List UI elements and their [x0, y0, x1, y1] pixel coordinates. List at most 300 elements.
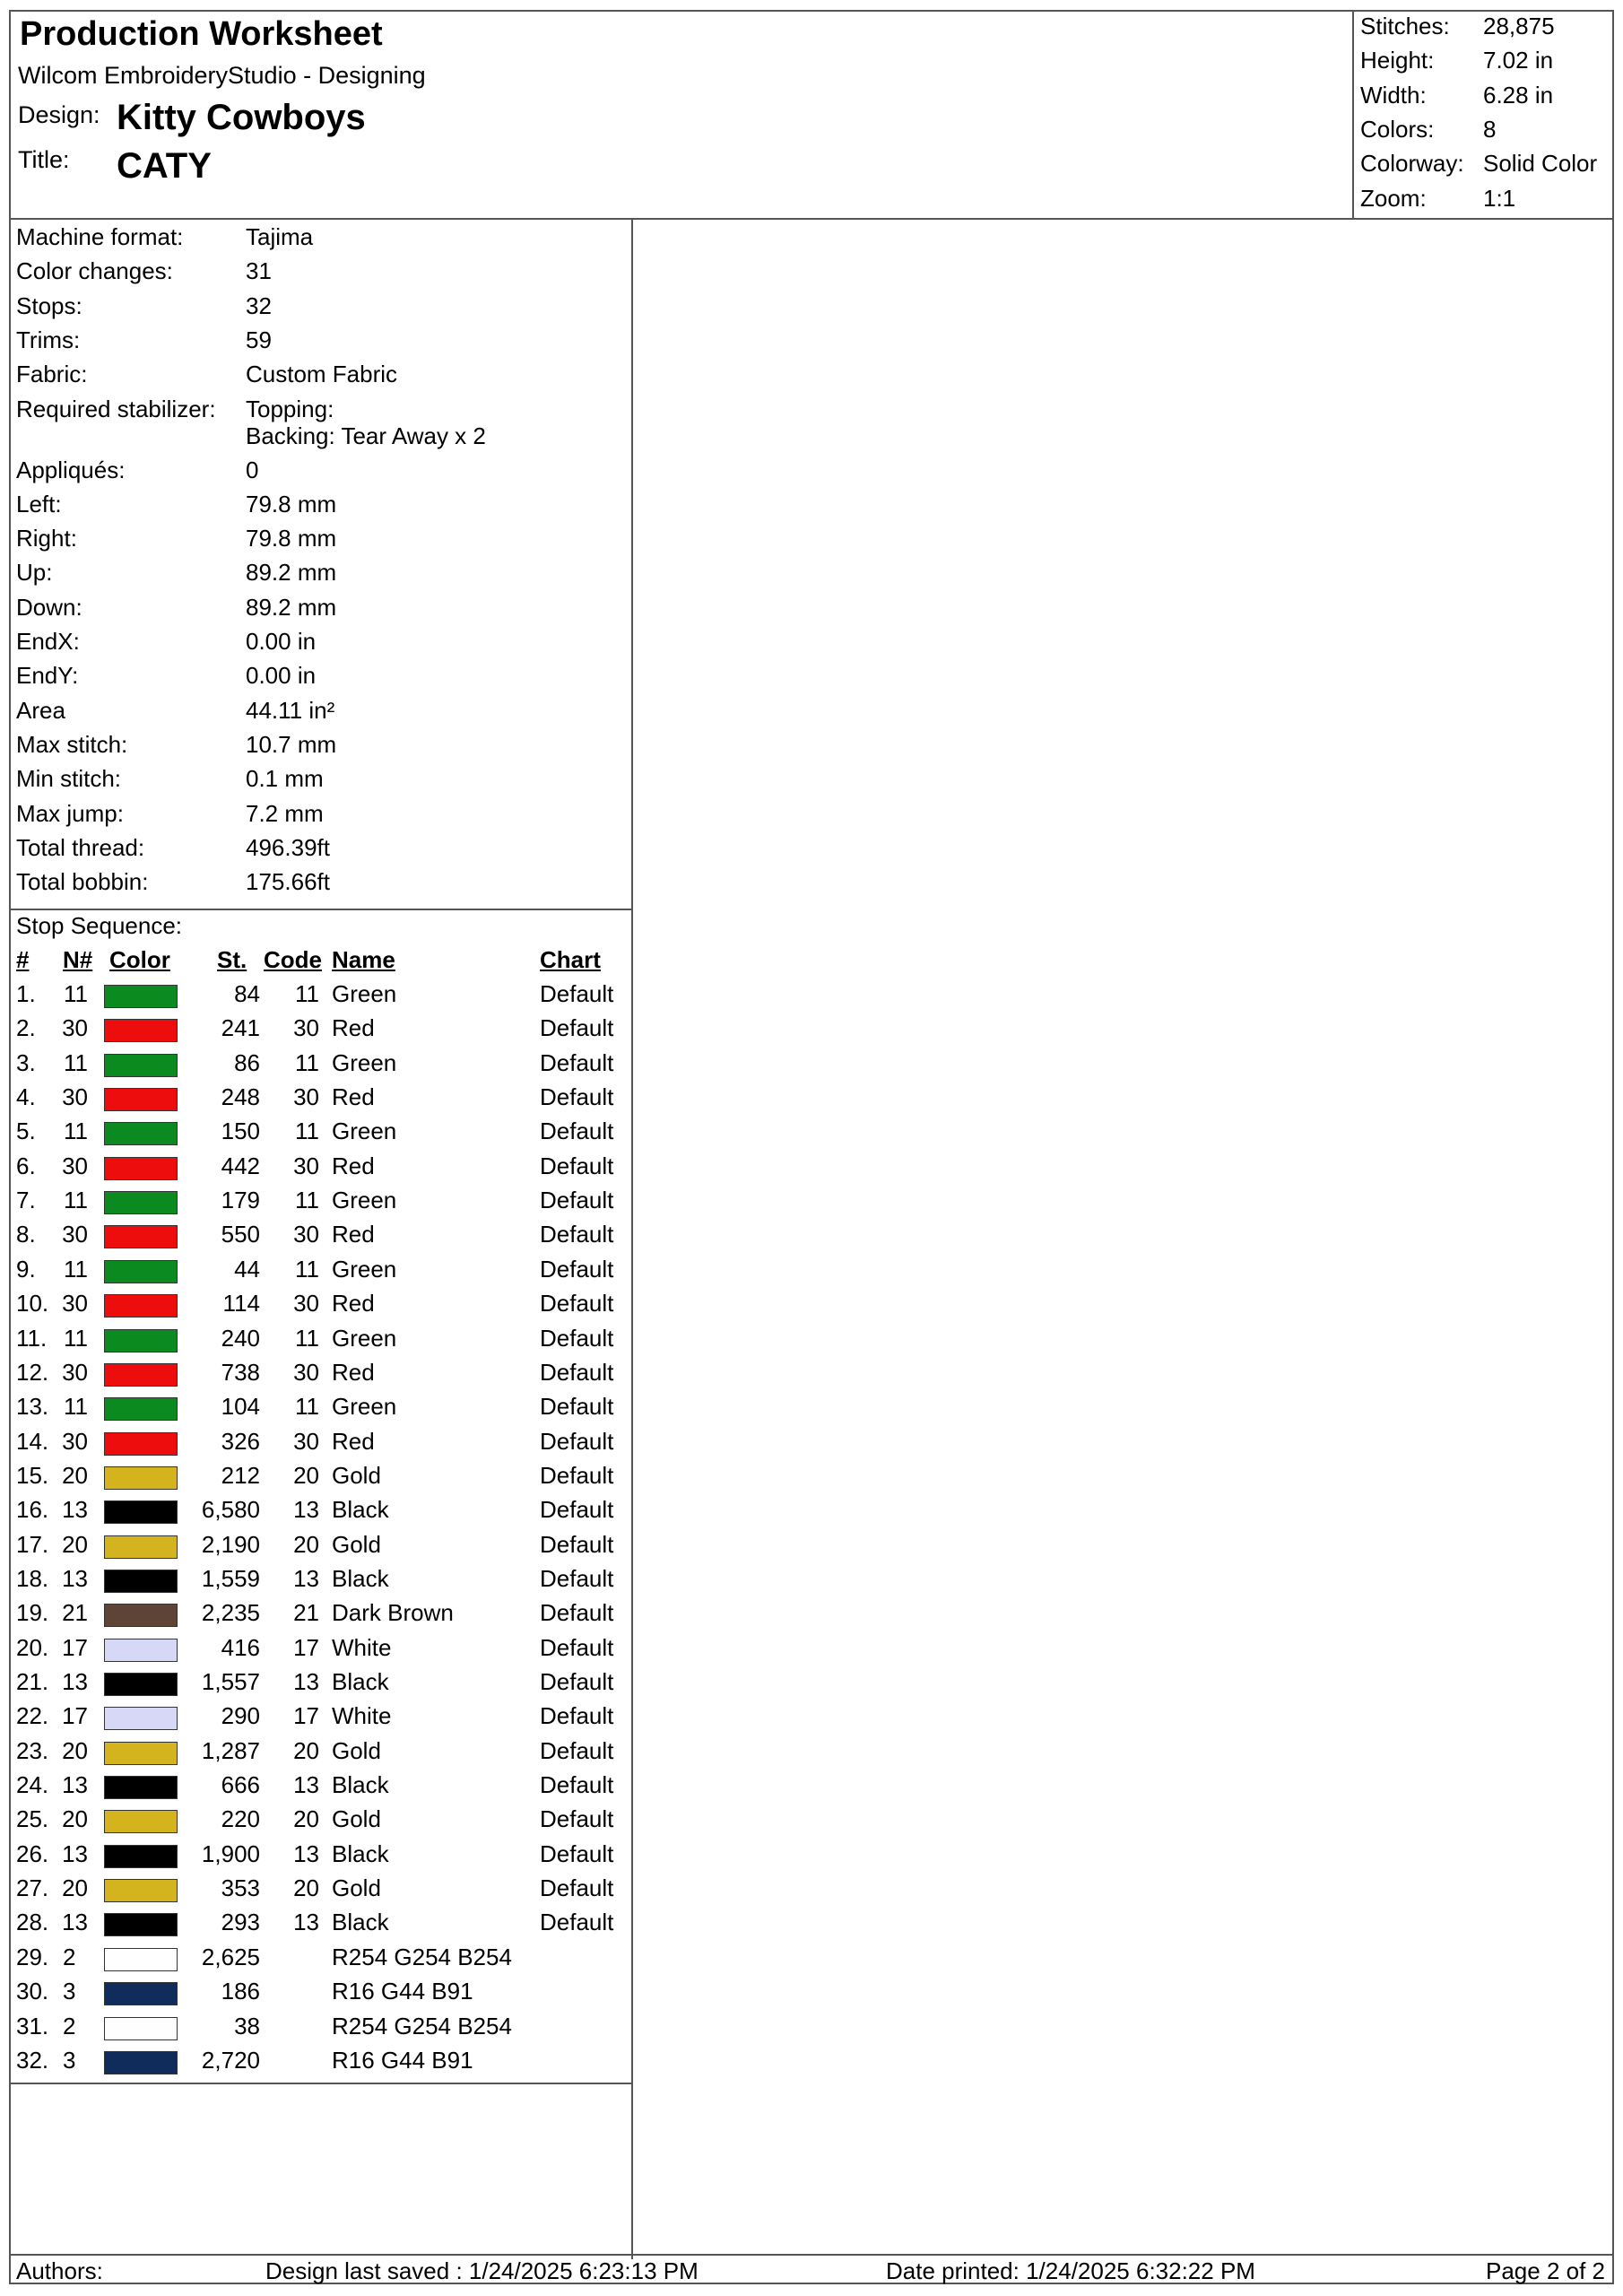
thread-code: 20: [293, 1874, 319, 1902]
thread-name: R254 G254 B254: [332, 2012, 512, 2039]
needle-number: 2: [63, 2012, 76, 2039]
info-row: [11, 727, 629, 761]
thread-code: 30: [293, 1290, 319, 1318]
stop-row: [11, 1668, 629, 1702]
stop-number: 24.: [16, 1771, 49, 1799]
date-printed: Date printed: 1/24/2025 6:32:22 PM: [886, 2257, 1255, 2284]
stop-number: 20.: [16, 1633, 49, 1661]
stop-number: 4.: [16, 1083, 36, 1111]
needle-number: 30: [62, 1083, 88, 1111]
color-swatch: [104, 2017, 178, 2040]
stop-number: 26.: [16, 1839, 49, 1867]
stop-row: [11, 1083, 629, 1118]
stitch-count: 738: [221, 1358, 260, 1386]
summary-row: [1354, 82, 1614, 116]
divider: [11, 909, 631, 910]
stitch-count: 186: [221, 1978, 260, 2005]
stop-row: [11, 1325, 629, 1359]
thread-chart: Default: [540, 1805, 614, 1833]
info-row: [11, 521, 629, 555]
stop-number: 25.: [16, 1805, 49, 1833]
thread-code: 20: [293, 1736, 319, 1764]
stop-row: [11, 1462, 629, 1496]
info-label: Appliqués:: [16, 456, 126, 483]
thread-chart: Default: [540, 1118, 614, 1145]
thread-code: 11: [295, 1048, 319, 1076]
color-swatch: [104, 985, 178, 1008]
divider: [11, 2083, 631, 2084]
stitch-count: 1,900: [201, 1839, 260, 1867]
stop-sequence-title: Stop Sequence:: [16, 912, 183, 939]
thread-name: Black: [332, 1839, 389, 1867]
stitch-count: 550: [221, 1221, 260, 1248]
summary-label: Height:: [1360, 47, 1435, 74]
stitch-count: 86: [234, 1048, 260, 1076]
info-row: [11, 796, 629, 831]
info-value: Tajima: [246, 223, 314, 250]
thread-code: 13: [293, 1839, 319, 1867]
stitch-count: 220: [221, 1805, 260, 1833]
color-swatch: [104, 1982, 178, 2005]
needle-number: 30: [62, 1014, 88, 1042]
column-header-chart: Chart: [540, 946, 601, 973]
authors-label: Authors:: [16, 2257, 103, 2284]
thread-name: Green: [332, 1393, 397, 1421]
needle-number: 30: [62, 1358, 88, 1386]
needle-number: 11: [64, 980, 88, 1007]
thread-chart: Default: [540, 1393, 614, 1421]
worksheet-header: [11, 12, 1612, 220]
stop-number: 17.: [16, 1530, 49, 1558]
info-value: 0.1 mm: [246, 765, 324, 793]
stop-number: 12.: [16, 1358, 49, 1386]
needle-number: 13: [62, 1564, 88, 1592]
info-row: [11, 865, 629, 899]
thread-code: 11: [295, 1255, 319, 1283]
stop-number: 19.: [16, 1599, 49, 1627]
stop-row: [11, 1565, 629, 1599]
stop-number: 2.: [16, 1014, 36, 1042]
thread-chart: Default: [540, 1048, 614, 1076]
thread-chart: Default: [540, 1152, 614, 1179]
stitch-count: 38: [234, 2012, 260, 2039]
summary-value: Solid Color: [1483, 150, 1598, 178]
summary-row: [1354, 116, 1614, 150]
thread-name: Red: [332, 1152, 375, 1179]
needle-number: 21: [62, 1599, 88, 1627]
info-label: Left:: [16, 490, 62, 517]
info-label: Trims:: [16, 326, 81, 353]
stop-number: 16.: [16, 1496, 49, 1524]
stitch-count: 150: [221, 1118, 260, 1145]
info-row: [11, 254, 629, 288]
color-swatch: [104, 1845, 178, 1868]
stop-row: [11, 2013, 629, 2047]
thread-code: 30: [293, 1427, 319, 1455]
thread-chart: Default: [540, 1909, 614, 1936]
info-value: 7.2 mm: [246, 799, 324, 827]
thread-code: 13: [293, 1909, 319, 1936]
thread-code: 13: [293, 1668, 319, 1695]
stop-row: [11, 1737, 629, 1771]
title-label: Title:: [18, 146, 70, 173]
info-row: [11, 323, 629, 357]
color-swatch: [104, 1500, 178, 1524]
thread-name: Black: [332, 1564, 389, 1592]
info-value: 496.39ft: [246, 833, 330, 861]
summary-row: [1354, 150, 1614, 184]
summary-label: Zoom:: [1360, 184, 1427, 212]
info-label: Fabric:: [16, 361, 88, 388]
thread-code: 21: [293, 1599, 319, 1627]
thread-code: 17: [293, 1702, 319, 1730]
thread-code: 30: [293, 1221, 319, 1248]
stop-number: 22.: [16, 1702, 49, 1730]
thread-name: Dark Brown: [332, 1599, 454, 1627]
stop-row: [11, 1359, 629, 1393]
stop-number: 11.: [16, 1324, 48, 1352]
summary-label: Colors:: [1360, 115, 1435, 143]
color-swatch: [104, 1329, 178, 1352]
thread-name: Gold: [332, 1736, 381, 1764]
needle-number: 13: [62, 1771, 88, 1799]
production-worksheet: [9, 10, 1614, 2284]
thread-name: R254 G254 B254: [332, 1943, 512, 1970]
thread-name: Green: [332, 1118, 397, 1145]
info-label: Color changes:: [16, 257, 173, 285]
color-swatch: [104, 1157, 178, 1180]
stop-row: [11, 1496, 629, 1530]
thread-name: Black: [332, 1668, 389, 1695]
info-label: Down:: [16, 593, 82, 621]
info-label: Min stitch:: [16, 765, 122, 793]
stitch-count: 248: [221, 1083, 260, 1111]
stitch-count: 2,235: [201, 1599, 260, 1627]
stitch-count: 1,559: [201, 1564, 260, 1592]
info-value: 44.11 in²: [246, 696, 335, 724]
stitch-count: 212: [221, 1461, 260, 1489]
thread-name: White: [332, 1633, 392, 1661]
color-swatch: [104, 1535, 178, 1559]
stop-row: [11, 1978, 629, 2012]
info-label: Total thread:: [16, 833, 145, 861]
color-swatch: [104, 1191, 178, 1214]
info-label: EndY:: [16, 662, 79, 690]
thread-code: 30: [293, 1083, 319, 1111]
thread-chart: Default: [540, 980, 614, 1007]
info-label: Area: [16, 696, 65, 724]
info-value: 0.00 in: [246, 662, 317, 690]
stitch-count: 1,557: [201, 1668, 260, 1695]
column-header-st: St.: [217, 946, 247, 973]
stop-number: 23.: [16, 1736, 49, 1764]
stop-row: [11, 1187, 629, 1221]
thread-name: Green: [332, 980, 397, 1007]
stop-number: 9.: [16, 1255, 36, 1283]
stop-row: [11, 1771, 629, 1805]
summary-value: 28,875: [1483, 13, 1555, 39]
info-row: [11, 624, 629, 658]
stop-row: [11, 1634, 629, 1668]
stop-row: [11, 1221, 629, 1255]
design-title: CATY: [117, 146, 212, 186]
color-swatch: [104, 1913, 178, 1936]
info-row: [11, 453, 629, 487]
needle-number: 17: [62, 1702, 88, 1730]
stop-number: 3.: [16, 1048, 36, 1076]
needle-number: 20: [62, 1874, 88, 1902]
thread-name: Gold: [332, 1461, 381, 1489]
stop-row: [11, 1805, 629, 1839]
info-value: 59: [246, 326, 272, 353]
color-swatch: [104, 1432, 178, 1456]
color-swatch: [104, 1604, 178, 1627]
needle-number: 17: [62, 1633, 88, 1661]
stitch-count: 114: [222, 1290, 260, 1318]
needle-number: 30: [62, 1427, 88, 1455]
color-swatch: [104, 1397, 178, 1421]
thread-name: Gold: [332, 1530, 381, 1558]
color-swatch: [104, 1948, 178, 1971]
info-value: 89.2 mm: [246, 559, 337, 587]
stop-number: 21.: [16, 1668, 49, 1695]
thread-name: Black: [332, 1909, 389, 1936]
thread-chart: Default: [540, 1083, 614, 1111]
info-value: 31: [246, 257, 272, 285]
stitch-count: 44: [234, 1255, 260, 1283]
thread-chart: Default: [540, 1461, 614, 1489]
color-swatch: [104, 1294, 178, 1318]
info-row: [11, 487, 629, 521]
stop-number: 1.: [16, 980, 36, 1007]
color-swatch: [104, 1122, 178, 1145]
thread-name: Gold: [332, 1874, 381, 1902]
summary-value: 1:1: [1483, 184, 1516, 212]
stop-number: 10.: [16, 1290, 49, 1318]
thread-code: 11: [295, 1393, 319, 1421]
color-swatch: [104, 1707, 178, 1730]
stitch-count: 241: [221, 1014, 260, 1042]
thread-name: Green: [332, 1324, 397, 1352]
needle-number: 20: [62, 1736, 88, 1764]
color-swatch: [104, 1088, 178, 1111]
stop-row: [11, 1909, 629, 1943]
thread-code: 13: [293, 1564, 319, 1592]
color-swatch: [104, 1570, 178, 1593]
application-name: Wilcom EmbroideryStudio - Designing: [18, 62, 426, 89]
thread-chart: Default: [540, 1014, 614, 1042]
thread-chart: Default: [540, 1668, 614, 1695]
stop-number: 15.: [16, 1461, 49, 1489]
thread-code: 11: [295, 1324, 319, 1352]
needle-number: 11: [64, 1187, 88, 1214]
stitch-count: 290: [221, 1702, 260, 1730]
summary-label: Width:: [1360, 81, 1427, 109]
needle-number: 11: [64, 1048, 88, 1076]
info-value: 0: [246, 456, 259, 483]
info-value: 175.66ft: [246, 868, 330, 896]
color-swatch: [104, 1879, 178, 1902]
needle-number: 13: [62, 1668, 88, 1695]
info-value: 0.00 in: [246, 628, 317, 655]
thread-code: 13: [293, 1771, 319, 1799]
color-swatch: [104, 1466, 178, 1490]
stitch-count: 2,720: [201, 2046, 260, 2074]
needle-number: 11: [64, 1255, 88, 1283]
stop-row: [11, 1531, 629, 1565]
thread-code: 11: [295, 1118, 319, 1145]
stop-row: [11, 1290, 629, 1324]
color-swatch: [104, 1639, 178, 1662]
stop-row: [11, 1049, 629, 1083]
color-swatch: [104, 1776, 178, 1799]
info-value: 89.2 mm: [246, 593, 337, 621]
thread-name: R16 G44 B91: [332, 1978, 473, 2005]
info-value: 32: [246, 291, 272, 319]
thread-chart: Default: [540, 1839, 614, 1867]
summary-label: Stitches:: [1360, 13, 1450, 39]
needle-number: 13: [62, 1839, 88, 1867]
stitch-count: 104: [221, 1393, 260, 1421]
thread-code: 20: [293, 1461, 319, 1489]
stop-row: [11, 1393, 629, 1427]
info-row: [11, 761, 629, 796]
stop-row: [11, 1599, 629, 1633]
thread-chart: Default: [540, 1874, 614, 1902]
thread-chart: Default: [540, 1427, 614, 1455]
page-number: Page 2 of 2: [1486, 2257, 1605, 2284]
stitch-count: 1,287: [201, 1736, 260, 1764]
stitch-count: 666: [221, 1771, 260, 1799]
stop-number: 27.: [16, 1874, 49, 1902]
stop-row: [11, 1014, 629, 1048]
thread-name: Black: [332, 1496, 389, 1524]
stitch-count: 353: [221, 1874, 260, 1902]
worksheet-footer: [11, 2254, 1612, 2283]
needle-number: 2: [63, 1943, 76, 1970]
design-label: Design:: [18, 101, 100, 128]
thread-chart: Default: [540, 1633, 614, 1661]
stop-row: [11, 1840, 629, 1874]
thread-chart: Default: [540, 1221, 614, 1248]
thread-chart: Default: [540, 1599, 614, 1627]
stop-row: [11, 2047, 629, 2081]
summary-row: [1354, 13, 1614, 47]
info-row: [11, 658, 629, 692]
thread-name: Black: [332, 1771, 389, 1799]
thread-chart: Default: [540, 1702, 614, 1730]
thread-code: 30: [293, 1014, 319, 1042]
needle-number: 30: [62, 1152, 88, 1179]
thread-code: 20: [293, 1530, 319, 1558]
summary-value: 6.28 in: [1483, 81, 1554, 109]
stitch-count: 293: [221, 1909, 260, 1936]
stop-row: [11, 1944, 629, 1978]
thread-code: 30: [293, 1152, 319, 1179]
column-header-color: Color: [109, 946, 170, 973]
info-row: [11, 831, 629, 865]
color-swatch: [104, 1054, 178, 1077]
thread-code: 11: [295, 980, 319, 1007]
thread-name: Red: [332, 1290, 375, 1318]
color-swatch: [104, 1810, 178, 1833]
thread-code: 11: [295, 1187, 319, 1214]
stop-row: [11, 980, 629, 1014]
thread-name: Red: [332, 1221, 375, 1248]
design-info-column: [11, 218, 633, 2259]
stop-number: 30.: [16, 1978, 49, 2005]
stop-row: [11, 1428, 629, 1462]
thread-chart: Default: [540, 1255, 614, 1283]
stop-number: 14.: [16, 1427, 49, 1455]
needle-number: 3: [63, 1978, 76, 2005]
info-label: Up:: [16, 559, 53, 587]
design-name: Kitty Cowboys: [117, 98, 366, 137]
thread-chart: Default: [540, 1564, 614, 1592]
worksheet-title: Production Worksheet: [20, 15, 383, 53]
thread-name: Red: [332, 1083, 375, 1111]
stitch-count: 6,580: [201, 1496, 260, 1524]
thread-chart: Default: [540, 1530, 614, 1558]
info-label: Right:: [16, 525, 77, 552]
info-value: 79.8 mm: [246, 490, 337, 517]
stop-number: 31.: [16, 2012, 49, 2039]
color-swatch: [104, 2051, 178, 2074]
needle-number: 30: [62, 1290, 88, 1318]
needle-number: 13: [62, 1909, 88, 1936]
thread-code: 20: [293, 1805, 319, 1833]
header-left: [11, 12, 1352, 218]
thread-name: Green: [332, 1187, 397, 1214]
stitch-count: 326: [221, 1427, 260, 1455]
color-swatch: [104, 1673, 178, 1696]
color-swatch: [104, 1019, 178, 1042]
stitch-count: 442: [221, 1152, 260, 1179]
stitch-count: 179: [221, 1187, 260, 1214]
stitch-count: 240: [221, 1324, 260, 1352]
info-row: [11, 357, 629, 391]
stop-number: 29.: [16, 1943, 49, 1970]
stop-row: [11, 1702, 629, 1736]
thread-name: Red: [332, 1358, 375, 1386]
info-label: Required stabilizer:: [16, 395, 216, 422]
stop-row: [11, 1152, 629, 1187]
summary-label: Colorway:: [1360, 150, 1464, 178]
thread-code: 17: [293, 1633, 319, 1661]
thread-name: R16 G44 B91: [332, 2046, 473, 2074]
info-label: Stops:: [16, 291, 82, 319]
thread-chart: Default: [540, 1290, 614, 1318]
thread-code: 30: [293, 1358, 319, 1386]
needle-number: 30: [62, 1221, 88, 1248]
stop-number: 6.: [16, 1152, 36, 1179]
thread-name: Red: [332, 1014, 375, 1042]
stop-number: 28.: [16, 1909, 49, 1936]
thread-chart: Default: [540, 1496, 614, 1524]
thread-code: 13: [293, 1496, 319, 1524]
info-value: Topping:: [246, 395, 334, 422]
color-swatch: [104, 1742, 178, 1765]
info-row: [11, 289, 629, 323]
info-value-2: Backing: Tear Away x 2: [246, 422, 486, 449]
info-label: Max stitch:: [16, 730, 128, 758]
stop-row: [11, 1874, 629, 1909]
stop-number: 7.: [16, 1187, 36, 1214]
color-swatch: [104, 1363, 178, 1387]
stitch-count: 2,190: [201, 1530, 260, 1558]
color-swatch: [104, 1225, 178, 1248]
stop-number: 5.: [16, 1118, 36, 1145]
